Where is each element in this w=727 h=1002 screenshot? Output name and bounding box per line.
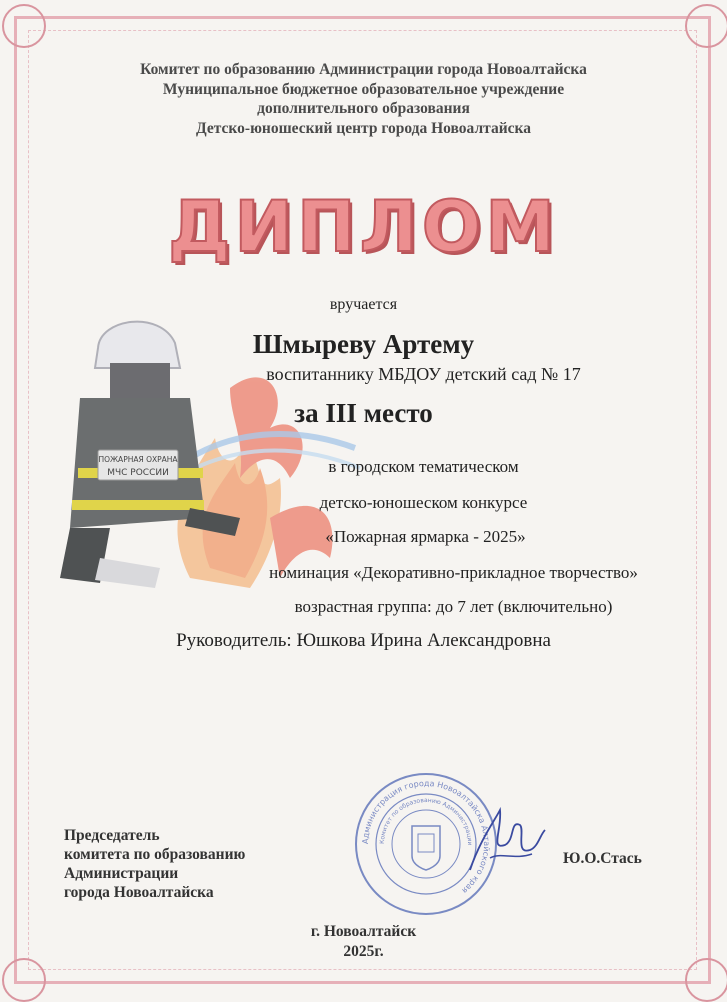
age-group: возрастная группа: до 7 лет (включительно) — [294, 597, 613, 616]
issue-year: 2025г. — [343, 943, 384, 960]
award-place: за III место — [294, 398, 433, 428]
header-institution: Муниципальное бюджетное образовательное учреждение — [162, 81, 565, 98]
issue-city: г. Новоалтайск — [310, 923, 417, 940]
signatory-line1: Председатель — [64, 827, 160, 844]
signatory-title — [64, 826, 245, 902]
stamp-outer-text: Администрация города Новоалтайска Алтайского края — [360, 778, 492, 896]
header-institution-type: дополнительного образования — [257, 100, 470, 117]
frame-corner-ornament — [685, 958, 727, 1002]
frame-corner-ornament — [685, 4, 727, 48]
recipient-role: воспитаннику МБДОУ детский сад № 17 — [266, 364, 581, 384]
coat-of-arms-icon — [412, 826, 440, 870]
nomination: номинация «Декоративно-прикладное творчество» — [269, 563, 638, 582]
recipient-name: Шмыреву Артему — [252, 329, 475, 359]
header-organization: Комитет по образованию Администрации города Новоалтайска — [140, 61, 587, 78]
diploma-title: ДИПЛОМ — [168, 186, 559, 268]
stamp-inner-text: Комитет по образованию Администрации — [378, 796, 474, 846]
badge-line1: ПОЖАРНАЯ ОХРАНА — [98, 455, 178, 464]
frame-corner-ornament — [2, 958, 46, 1002]
contest-line1: в городском тематическом — [328, 457, 519, 476]
badge-line2: МЧС РОССИИ — [107, 468, 169, 478]
frame-corner-ornament — [2, 4, 46, 48]
signatory-line2: комитета по образованию — [64, 846, 246, 863]
contest-name: «Пожарная ярмарка - 2025» — [325, 527, 526, 546]
supervisor: Руководитель: Юшкова Ирина Александровна — [176, 630, 551, 651]
contest-line2: детско-юношеском конкурсе — [319, 493, 528, 512]
signatory-name: Ю.О.Стась — [563, 850, 642, 867]
header-center-name: Детско-юношеский центр города Новоалтайска — [196, 120, 531, 137]
handwritten-signature — [460, 800, 550, 880]
signatory-line3: Администрации — [64, 865, 179, 882]
awarded-text: вручается — [329, 296, 398, 313]
signatory-line4: города Новоалтайска — [64, 884, 214, 901]
